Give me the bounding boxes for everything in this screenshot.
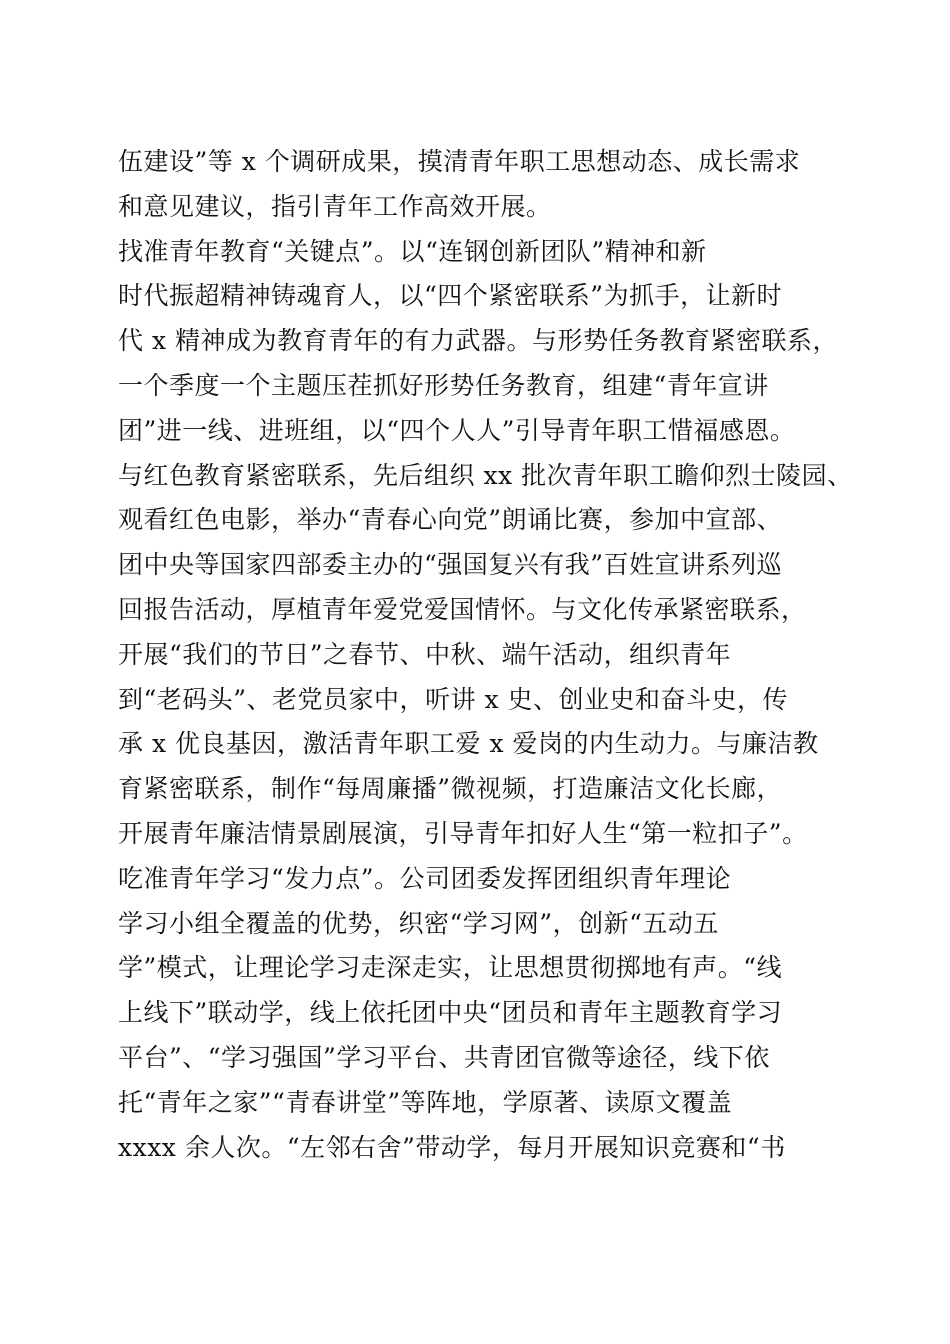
text-line: 伍建设”等 x 个调研成果，摸清青年职工思想动态、成长需求 — [118, 147, 801, 176]
text-line: 一个季度一个主题压茬抓好形势任务教育，组建“青年宣讲 — [118, 370, 769, 400]
text-line: 代 x 精神成为教育青年的有力武器。与形势任务教育紧密联系， — [118, 326, 838, 356]
text-line: xxxx 余人次。“左邻右舍”带动学，每月开展知识竞赛和“书 — [118, 1132, 786, 1162]
text-line: 承 x 优良基因，激活青年职工爱 x 爱岗的内生动力。与廉洁教 — [118, 729, 819, 759]
text-line: 与红色教育紧密联系，先后组织 xx 批次青年职工瞻仰烈士陵园、 — [118, 460, 853, 490]
text-line: 学”模式，让理论学习走深走实，让思想贯彻掷地有声。“线 — [118, 953, 783, 983]
text-line: 和意见建议，指引青年工作高效开展。 — [118, 191, 552, 221]
text-line: 开展“我们的节日”之春节、中秋、端午活动，组织青年 — [118, 639, 732, 669]
text-line: 吃准青年学习“发力点”。公司团委发挥团组织青年理论 — [118, 863, 732, 893]
text-line: 平台”、“学习强国”学习平台、共青团官微等途径，线下依 — [118, 1042, 770, 1072]
text-line: 团中央等国家四部委主办的“强国复兴有我”百姓宣讲系列巡 — [118, 550, 783, 580]
text-line: 上线下”联动学，线上依托团中央“团员和青年主题教育学习 — [118, 998, 783, 1028]
text-line: 育紧密联系，制作“每周廉播”微视频，打造廉洁文化长廊， — [118, 774, 783, 804]
document-body — [118, 140, 853, 1170]
text-line: 到“老码头”、老党员家中，听讲 x 史、创业史和奋斗史，传 — [118, 684, 789, 714]
text-line: 回报告活动，厚植青年爱党爱国情怀。与文化传承紧密联系， — [118, 594, 807, 624]
text-line: 开展青年廉洁情景剧展演，引导青年扣好人生“第一粒扣子”。 — [118, 818, 808, 848]
text-line: 团”进一线、进班组，以“四个人人”引导青年职工惜福感恩。 — [118, 415, 796, 445]
text-line: 找准青年教育“关键点”。以“连钢创新团队”精神和新 — [118, 236, 707, 266]
text-line: 托“青年之家”“青春讲堂”等阵地，学原著、读原文覆盖 — [118, 1087, 733, 1117]
text-line: 观看红色电影，举办“青春心向党”朗诵比赛，参加中宣部、 — [118, 505, 783, 535]
text-line: 学习小组全覆盖的优势，织密“学习网”，创新“五动五 — [118, 908, 719, 938]
text-line: 时代振超精神铸魂育人，以“四个紧密联系”为抓手，让新时 — [118, 281, 783, 311]
